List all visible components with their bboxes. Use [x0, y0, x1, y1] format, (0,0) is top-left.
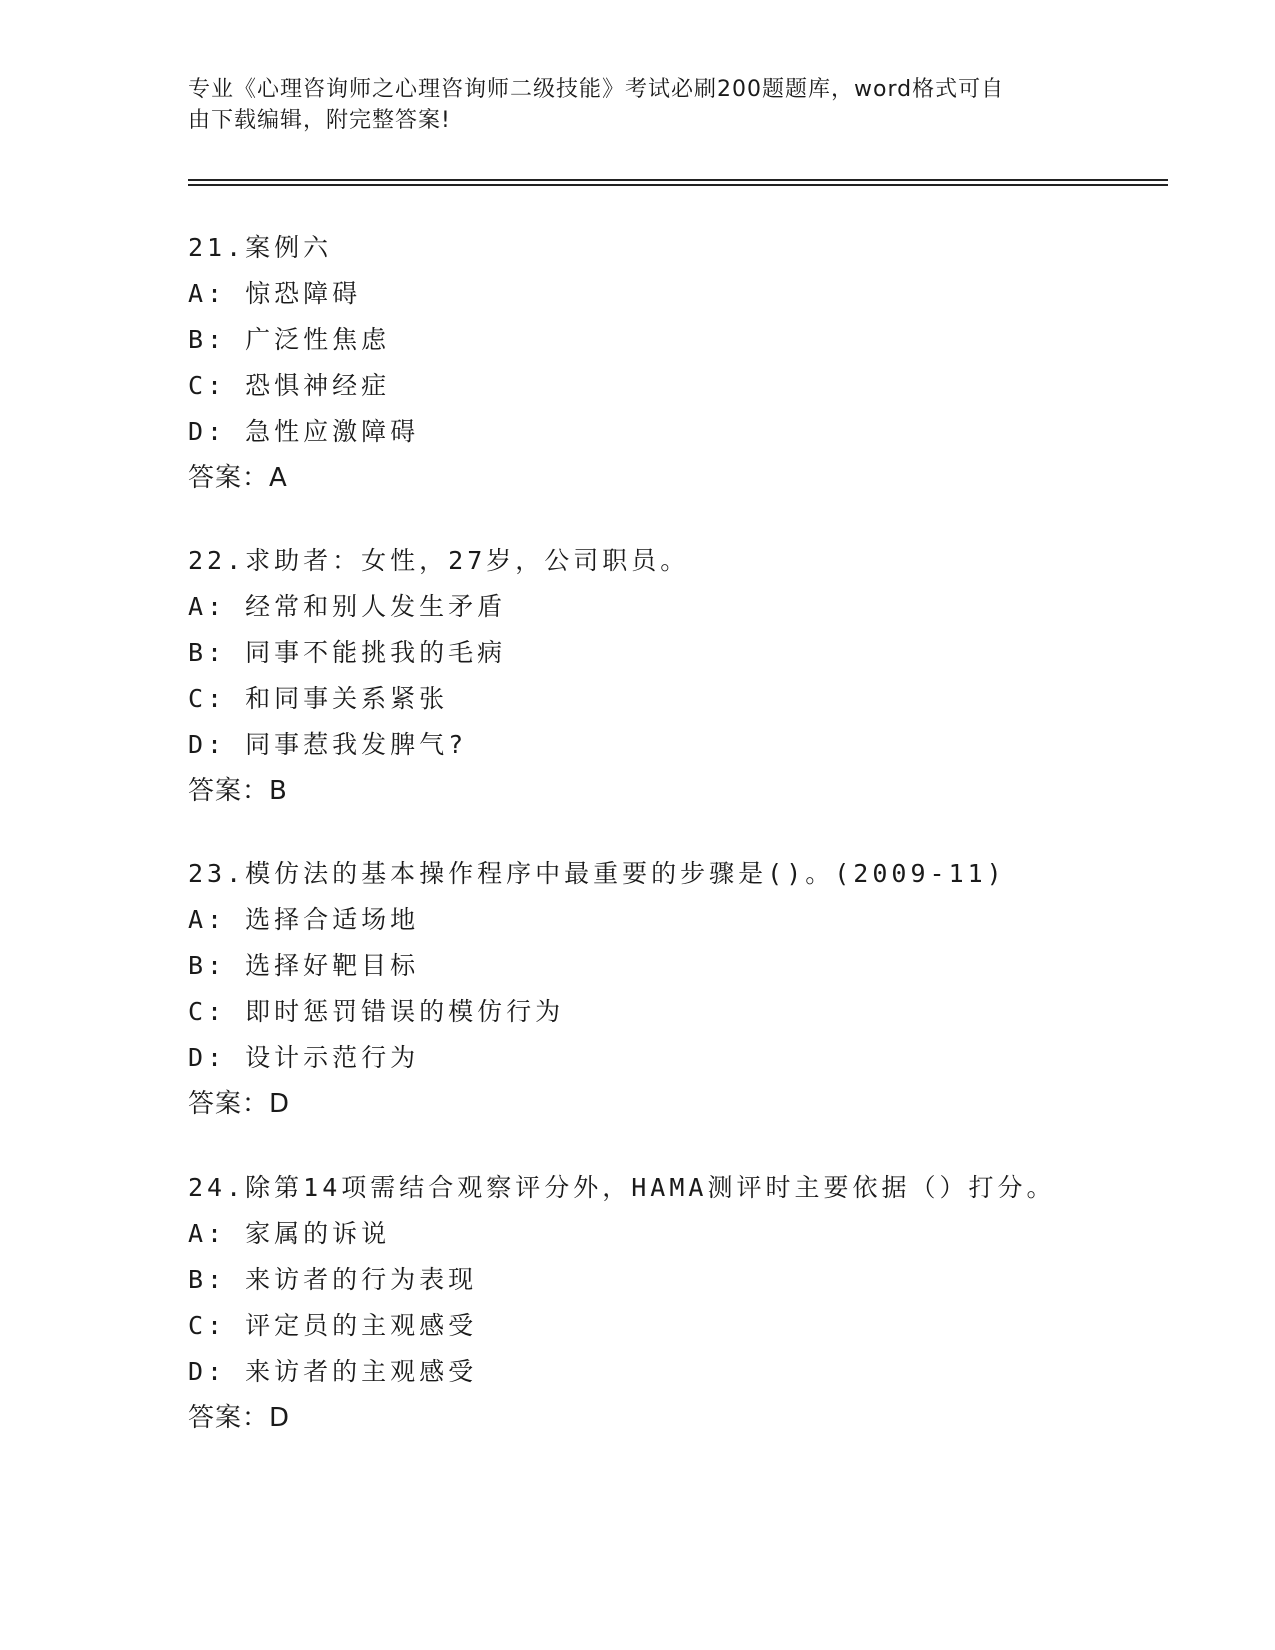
document-header [188, 74, 1078, 136]
answer-line: 答案：B [188, 776, 288, 806]
option-a: A: 家属的诉说 [188, 1219, 391, 1248]
question-stem: 22.求助者：女性，27岁，公司职员。 [188, 546, 690, 575]
option-b: B: 同事不能挑我的毛病 [188, 638, 507, 667]
option-d: D: 急性应激障碍 [188, 417, 420, 446]
option-d: D: 设计示范行为 [188, 1043, 420, 1072]
answer-line: 答案：D [188, 1403, 291, 1433]
header-line-2: 由下载编辑，附完整答案! [188, 108, 451, 133]
answer-line: 答案：A [188, 463, 288, 493]
option-c: C: 即时惩罚错误的模仿行为 [188, 997, 565, 1026]
option-a: A: 经常和别人发生矛盾 [188, 592, 507, 621]
header-line-1: 专业《心理咨询师之心理咨询师二级技能》考试必刷200题题库，word格式可自 [188, 77, 1005, 102]
question-block-22 [188, 538, 1188, 814]
option-d: D: 同事惹我发脾气? [188, 730, 468, 759]
question-stem: 21.案例六 [188, 233, 333, 262]
question-block-24 [188, 1165, 1188, 1441]
option-c: C: 评定员的主观感受 [188, 1311, 478, 1340]
header-divider-bottom [188, 184, 1168, 186]
option-b: B: 选择好靶目标 [188, 951, 420, 980]
question-stem: 23.模仿法的基本操作程序中最重要的步骤是()。(2009-11) [188, 859, 1006, 888]
answer-line: 答案：D [188, 1089, 291, 1119]
option-b: B: 来访者的行为表现 [188, 1265, 478, 1294]
option-c: C: 恐惧神经症 [188, 371, 391, 400]
question-block-21 [188, 225, 1188, 501]
question-stem: 24.除第14项需结合观察评分外，HAMA测评时主要依据（）打分。 [188, 1173, 1056, 1202]
question-block-23 [188, 851, 1188, 1127]
option-c: C: 和同事关系紧张 [188, 684, 449, 713]
header-divider-top [188, 179, 1168, 181]
option-d: D: 来访者的主观感受 [188, 1357, 478, 1386]
option-a: A: 选择合适场地 [188, 905, 420, 934]
option-b: B: 广泛性焦虑 [188, 325, 391, 354]
option-a: A: 惊恐障碍 [188, 279, 362, 308]
